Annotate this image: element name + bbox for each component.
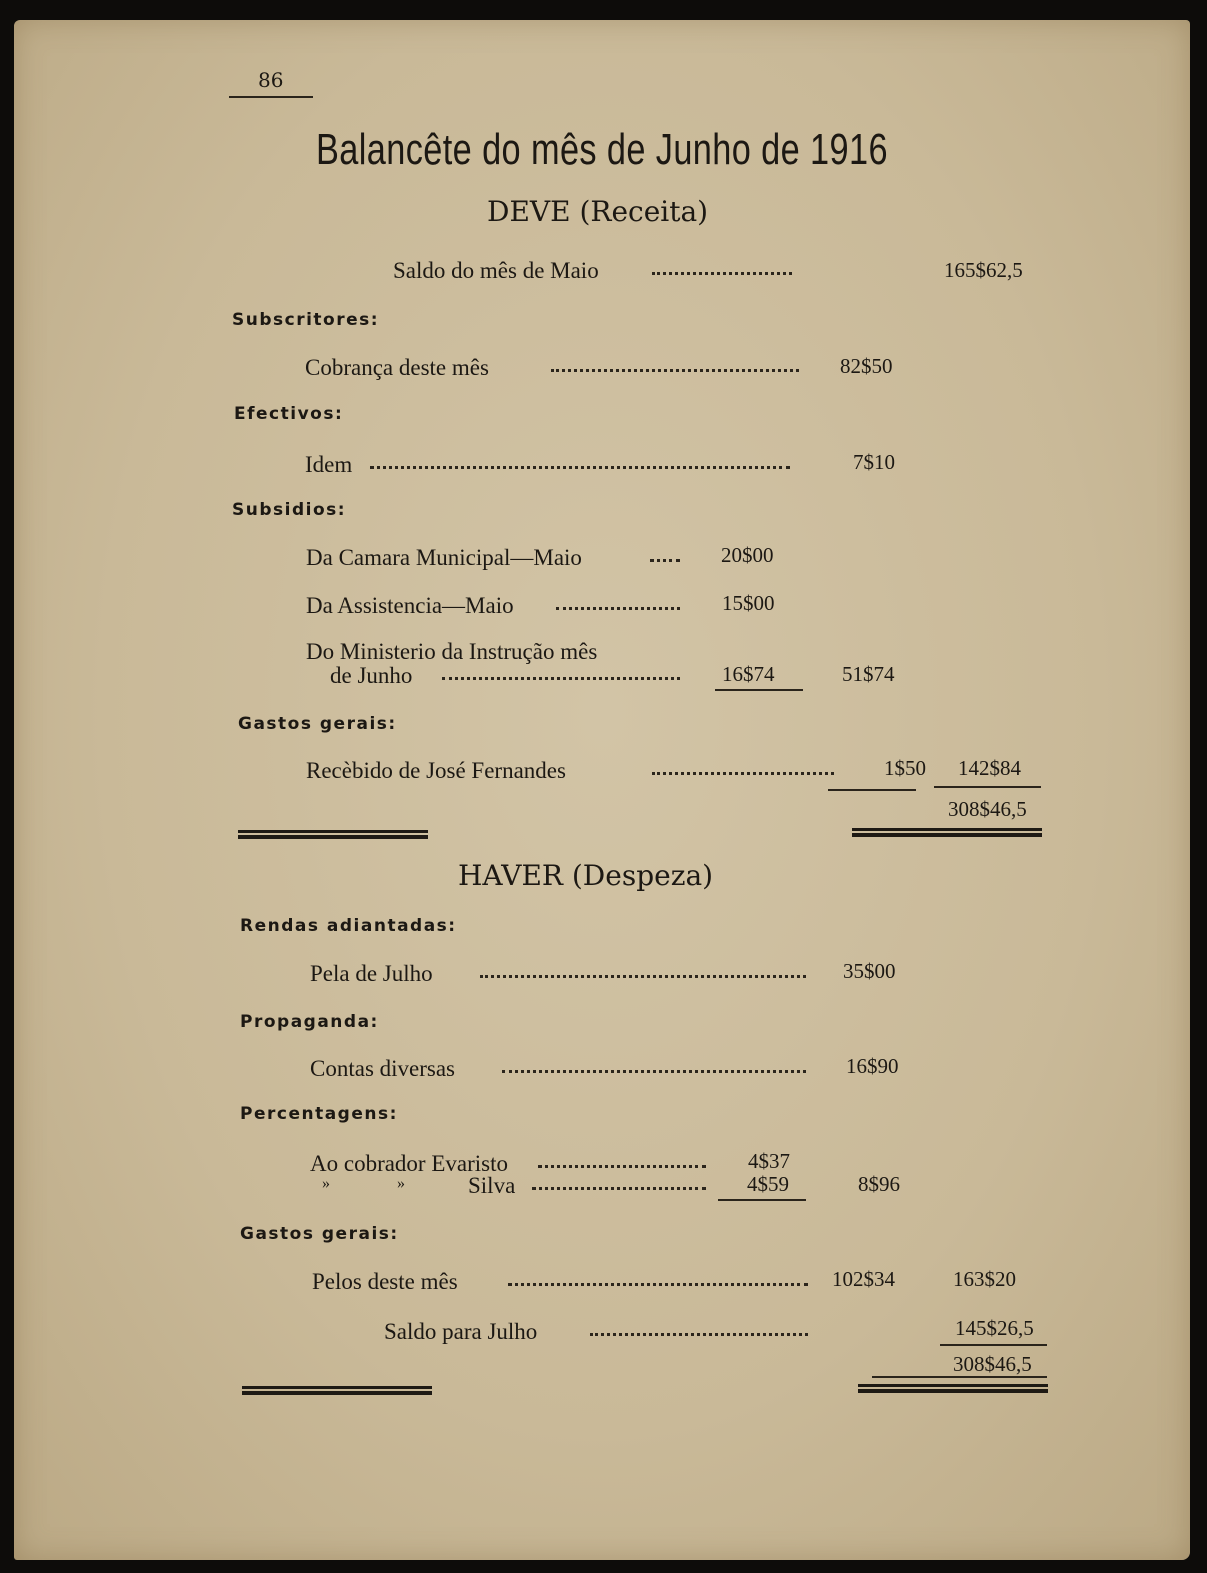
leader-dots [551, 367, 799, 372]
saldo-maio-value: 165$62,5 [944, 258, 1023, 282]
page-number: 86 [258, 68, 284, 92]
page-title: Balancête do mês de Junho de 1916 [316, 125, 888, 174]
cobranca-label: Cobrança deste mês [305, 355, 489, 380]
leader-dots [508, 1281, 808, 1286]
recebido-label: Recèbido de José Fernandes [306, 758, 566, 783]
deve-total-rule [934, 786, 1041, 788]
haver-sum: 163$20 [953, 1267, 1016, 1291]
haver-total-underline [872, 1376, 1047, 1378]
leader-dots [538, 1163, 706, 1168]
ditto-mark: » [322, 1175, 330, 1192]
leader-dots [590, 1331, 808, 1336]
pelos-value: 102$34 [832, 1267, 895, 1291]
leader-dots [502, 1068, 806, 1073]
haver-total: 308$46,5 [953, 1352, 1032, 1376]
gastos-gerais-label: Gastos gerais: [238, 714, 397, 734]
haver-heading: HAVER (Despeza) [458, 859, 714, 892]
assistencia-label: Da Assistencia—Maio [306, 593, 514, 618]
ministerio-value: 16$74 [722, 662, 775, 686]
camara-label: Da Camara Municipal—Maio [306, 545, 582, 570]
deve-heading: DEVE (Receita) [487, 195, 709, 228]
saldo-julho-value: 145$26,5 [955, 1316, 1034, 1340]
deve-double-rule-left [238, 830, 428, 839]
camara-value: 20$00 [721, 543, 774, 567]
leader-dots [652, 770, 834, 775]
subsidios-sum-rule [715, 689, 803, 691]
deve-total: 308$46,5 [948, 797, 1027, 821]
saldo-julho-label: Saldo para Julho [384, 1319, 538, 1344]
deve-sum: 142$84 [958, 756, 1021, 780]
leader-dots [370, 464, 790, 469]
evaristo-label: Ao cobrador Evaristo [310, 1151, 508, 1176]
recebido-value: 1$50 [884, 756, 926, 780]
deve-double-rule-right [852, 828, 1042, 837]
haver-double-rule-right [858, 1384, 1048, 1393]
subsidios-label: Subsidios: [232, 500, 347, 520]
leader-dots [442, 675, 680, 680]
pela-julho-label: Pela de Julho [310, 961, 433, 986]
rendas-label: Rendas adiantadas: [240, 916, 457, 936]
evaristo-value: 4$37 [748, 1149, 790, 1173]
idem-label: Idem [305, 452, 353, 477]
leader-dots [650, 557, 680, 562]
silva-value: 4$59 [747, 1172, 789, 1196]
page-number-rule [229, 96, 313, 98]
pela-julho-value: 35$00 [843, 959, 896, 983]
leader-dots [556, 605, 680, 610]
gastos-gerais-haver-label: Gastos gerais: [240, 1224, 399, 1244]
deve-col-rule [828, 789, 916, 791]
ministerio-label-line2: de Junho [330, 663, 413, 688]
haver-total-rule [940, 1344, 1047, 1346]
leader-dots [532, 1185, 706, 1190]
silva-label: Silva [468, 1173, 516, 1198]
idem-value: 7$10 [853, 450, 895, 474]
saldo-maio-label: Saldo do mês de Maio [393, 258, 599, 283]
efectivos-label: Efectivos: [234, 404, 344, 424]
ministerio-label-line1: Do Ministerio da Instrução mês [306, 639, 598, 664]
percentagens-sum-rule [718, 1199, 806, 1201]
pelos-label: Pelos deste mês [312, 1269, 458, 1294]
propaganda-label: Propaganda: [240, 1012, 379, 1032]
contas-value: 16$90 [846, 1054, 899, 1078]
subscritores-label: Subscritores: [232, 310, 380, 330]
ditto-mark: » [397, 1175, 405, 1192]
leader-dots [480, 973, 806, 978]
contas-label: Contas diversas [310, 1056, 456, 1081]
assistencia-value: 15$00 [722, 591, 775, 615]
subsidios-subtotal: 51$74 [842, 662, 895, 686]
leader-dots [652, 270, 792, 275]
haver-double-rule-left [242, 1386, 432, 1395]
percentagens-label: Percentagens: [240, 1104, 398, 1124]
cobranca-value: 82$50 [840, 354, 893, 378]
percentagens-subtotal: 8$96 [858, 1172, 900, 1196]
